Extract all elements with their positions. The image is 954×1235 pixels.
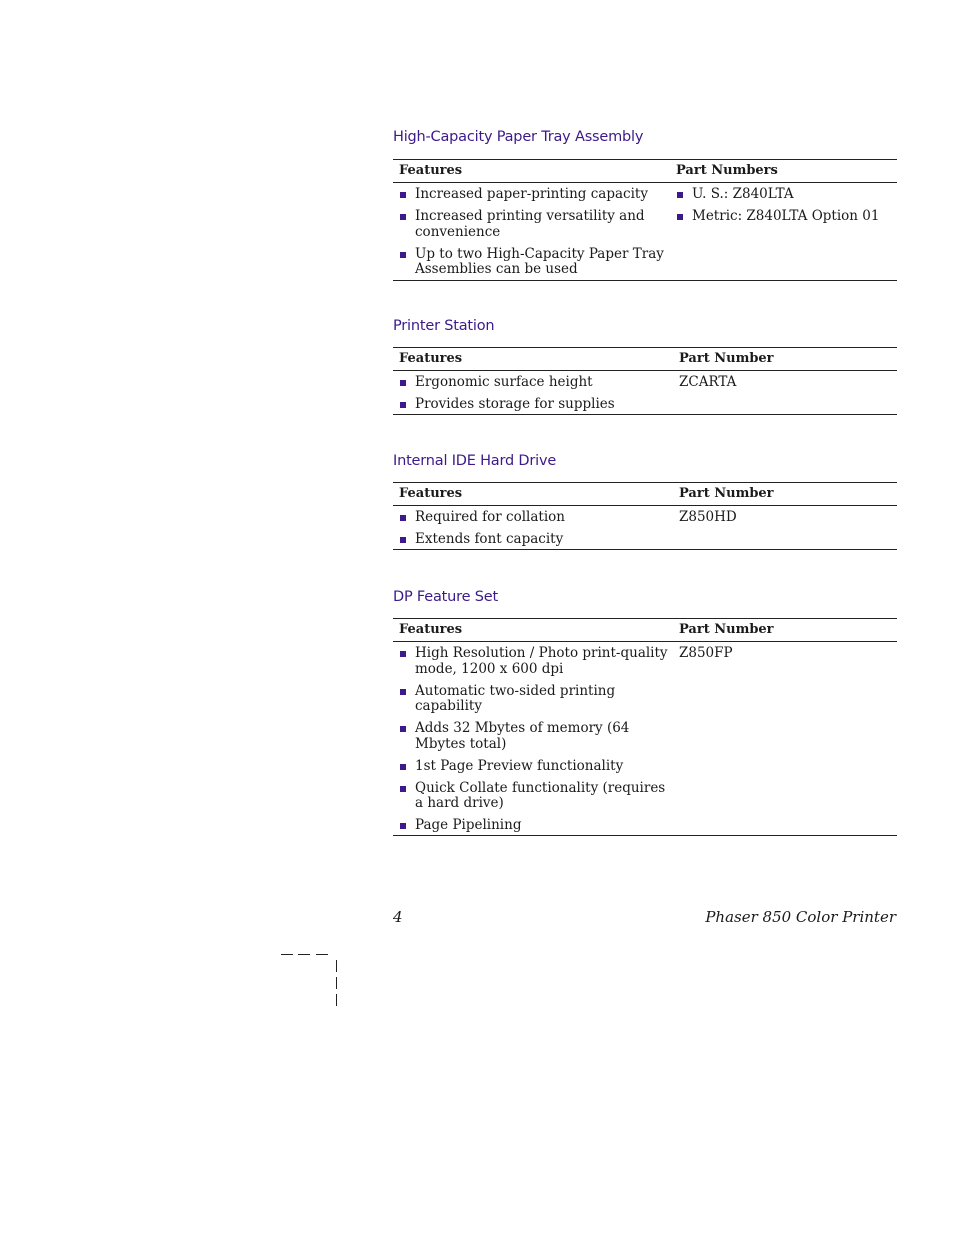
features-header: Features [399,351,463,366]
part-number-metric: Metric: Z840LTA Option 01 [676,209,879,225]
part-number: ZCARTA [679,374,737,390]
printer-station-table [393,347,897,415]
part-number-header: Part Number [679,351,774,366]
table-body [393,506,897,550]
list-item: Automatic two-sided printing capability [399,684,671,715]
list-item: Extends font capacity [399,532,671,548]
list-item: Adds 32 Mbytes of memory (64 Mbytes total) [399,721,671,752]
features-list [399,375,671,419]
table-body [393,642,897,836]
part-number: Z850HD [679,509,737,525]
part-number-header: Part Number [679,486,774,501]
part-number: Z850FP [679,645,733,661]
features-header: Features [399,486,463,501]
part-number-us: U. S.: Z840LTA [676,187,879,203]
document-title: Phaser 850 Color Printer [705,908,896,926]
hard-drive-table [393,482,897,550]
list-item: Provides storage for supplies [399,397,671,413]
table-body [393,371,897,415]
list-item: Increased paper-printing capacity [399,187,671,203]
list-item: Ergonomic surface height [399,375,671,391]
features-list [399,187,671,284]
part-number-header: Part Number [679,622,774,637]
crop-mark [298,954,310,955]
crop-mark [336,977,337,989]
table-header [393,482,897,506]
table-body [393,183,897,281]
list-item: 1st Page Preview functionality [399,759,671,775]
list-item: Required for collation [399,510,671,526]
section-title: Internal IDE Hard Drive [393,453,557,469]
crop-mark [336,960,337,972]
section-title: High-Capacity Paper Tray Assembly [393,129,644,145]
part-numbers-list [676,187,879,231]
list-item: High Resolution / Photo print-quality mode, 1200 x 600 dpi [399,646,671,677]
crop-mark [336,994,337,1006]
part-numbers-header: Part Numbers [676,163,778,178]
table-header [393,347,897,371]
crop-mark [281,954,293,955]
table-header [393,159,897,183]
dp-feature-table [393,618,897,836]
features-header: Features [399,163,463,178]
paper-tray-table [393,159,897,281]
section-title: DP Feature Set [393,589,498,605]
page-number: 4 [393,908,403,926]
features-list [399,510,671,554]
section-title: Printer Station [393,318,495,334]
table-header [393,618,897,642]
list-item: Up to two High-Capacity Paper Tray Assemblies can be used [399,247,671,278]
features-header: Features [399,622,463,637]
crop-mark [316,954,328,955]
list-item: Page Pipelining [399,818,671,834]
list-item: Increased printing versatility and convenience [399,209,671,240]
list-item: Quick Collate functionality (requires a hard drive) [399,781,671,812]
features-list [399,646,671,840]
